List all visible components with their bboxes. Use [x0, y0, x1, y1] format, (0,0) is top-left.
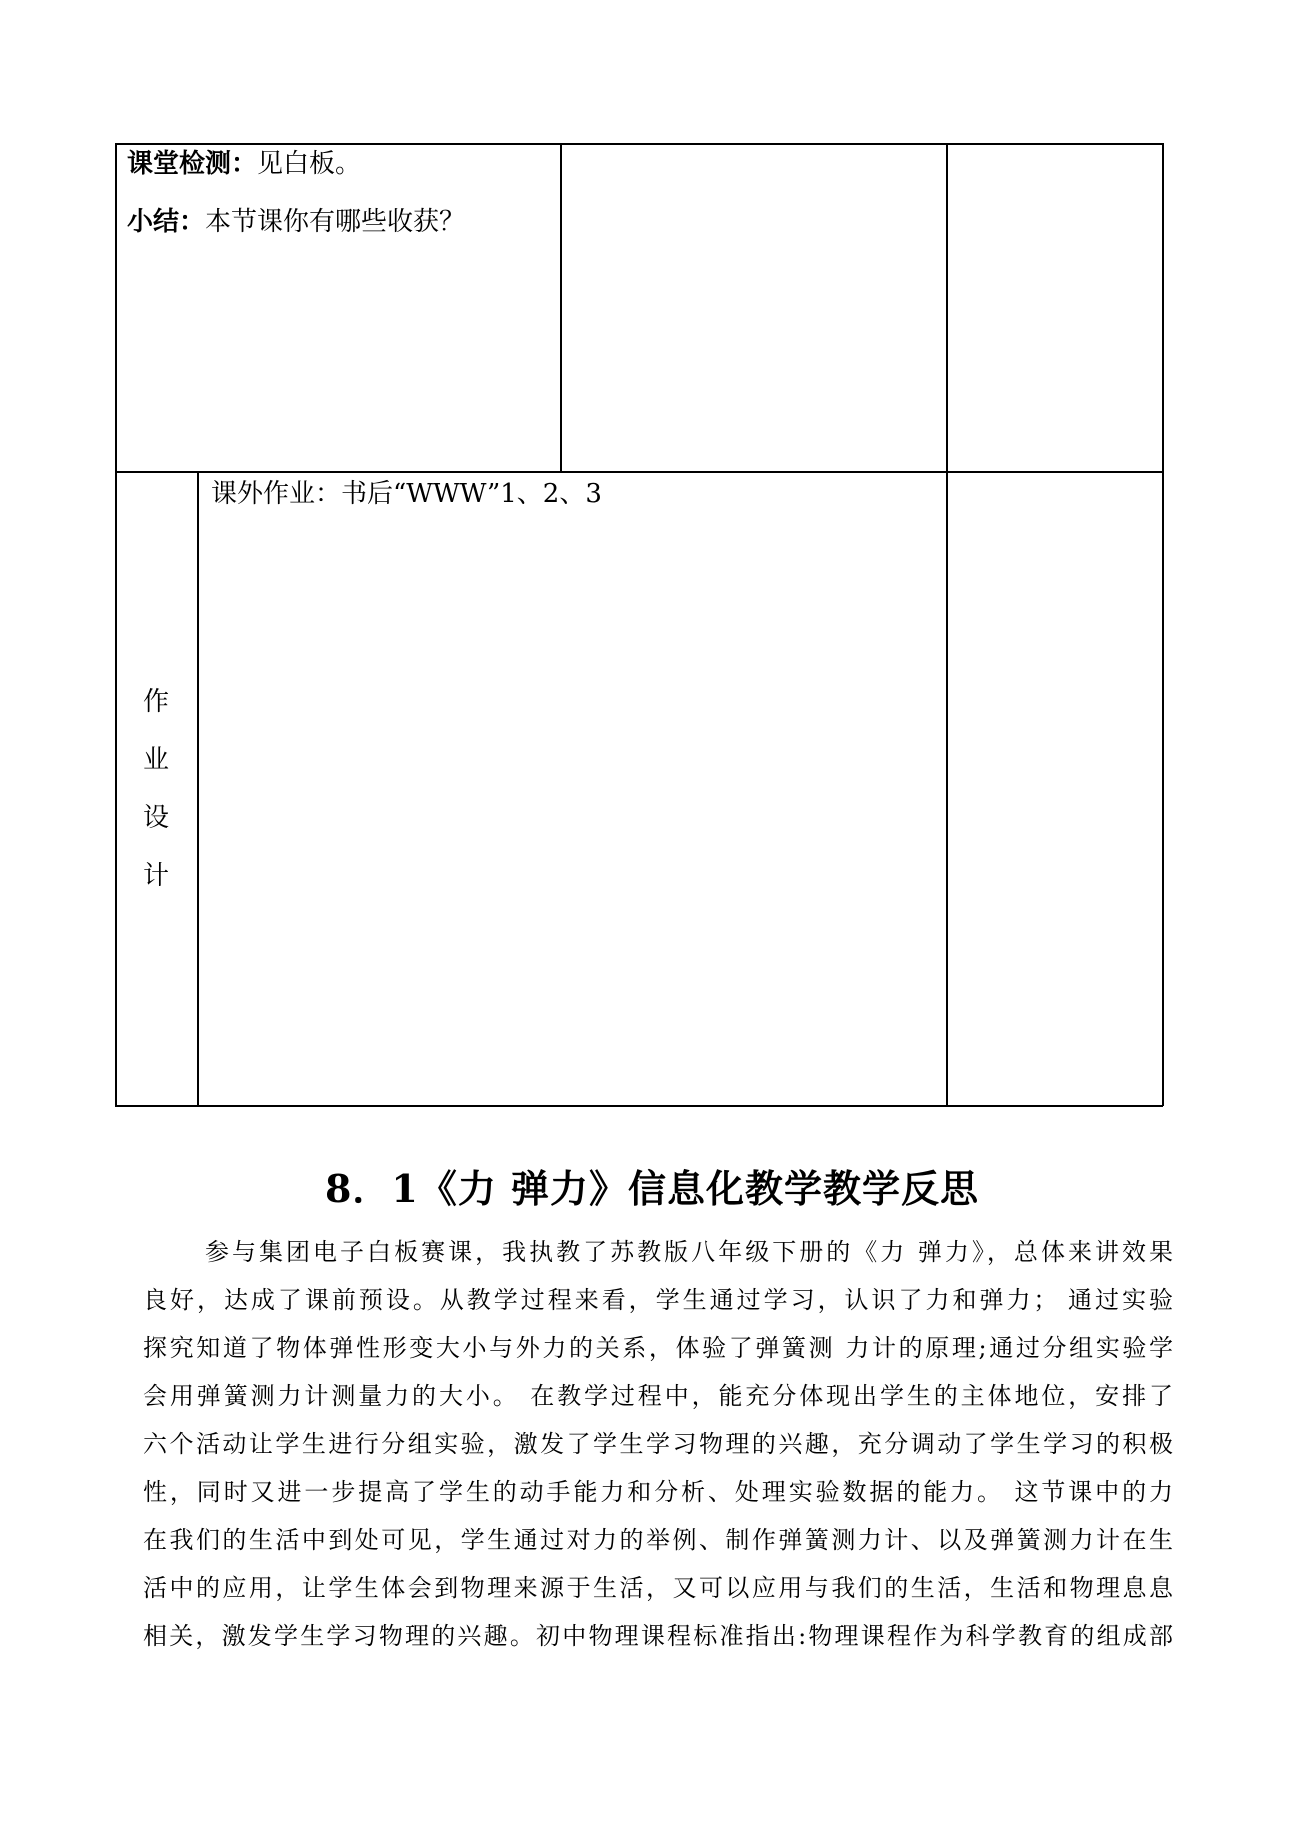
paragraph-line: 在我们的生活中到处可见，学生通过对力的举例、制作弹簧测力计、以及弹簧测力计在生 [143, 1526, 1173, 1554]
homework-label-char: 计 [142, 861, 169, 891]
paragraph-line: 活中的应用，让学生体会到物理来源于生活，又可以应用与我们的生活，生活和物理息息 [143, 1574, 1173, 1602]
paragraph-line: 六个活动让学生进行分组实验，激发了学生学习物理的兴趣，充分调动了学生学习的积极 [143, 1430, 1173, 1458]
paragraph-line: 性，同时又进一步提高了学生的动手能力和分析、处理实验数据的能力。 这节课中的力 [143, 1478, 1173, 1506]
table-col-divider-label [197, 471, 199, 1106]
homework-design-label [115, 673, 197, 905]
table-col-divider-middle [560, 143, 562, 472]
classroom-check-label: 课堂检测： [127, 149, 258, 179]
paragraph-line: 良好，达成了课前预设。从教学过程来看，学生通过学习，认识了力和弹力； 通过实验 [143, 1286, 1173, 1314]
table-row-divider [115, 471, 1163, 473]
homework-label-char: 业 [142, 745, 169, 775]
summary-label: 小结： [127, 207, 206, 237]
table-border-top [115, 143, 1163, 145]
reflection-paragraph [143, 1228, 1173, 1660]
lesson-plan-table [115, 143, 1163, 1106]
paragraph-line: 相关，激发学生学习物理的兴趣。初中物理课程标准指出:物理课程作为科学教育的组成部 [143, 1622, 1173, 1650]
paragraph-line: 会用弹簧测力计测量力的大小。 在教学过程中，能充分体现出学生的主体地位，安排了 [143, 1382, 1173, 1410]
classroom-check-line [127, 147, 361, 181]
paragraph-line: 探究知道了物体弹性形变大小与外力的关系，体验了弹簧测 力计的原理;通过分组实验学 [143, 1334, 1173, 1362]
table-col-divider-right [946, 143, 948, 1106]
table-border-right [1162, 143, 1164, 1106]
classroom-check-text: 见白板。 [257, 149, 362, 179]
summary-line [127, 205, 465, 239]
table-border-bottom [115, 1105, 1163, 1107]
homework-label-char: 作 [142, 687, 169, 717]
paragraph-line: 参与集团电子白板赛课，我执教了苏教版八年级下册的《力 弹力》，总体来讲效果 [205, 1238, 1173, 1266]
homework-label-char: 设 [142, 803, 169, 833]
table-border-left [115, 143, 117, 1106]
homework-text: 课外作业：书后“WWW”1、2、3 [211, 479, 602, 509]
reflection-title: 8．1《力 弹力》信息化教学教学反思 [324, 1166, 980, 1211]
summary-text: 本节课你有哪些收获？ [205, 207, 466, 237]
